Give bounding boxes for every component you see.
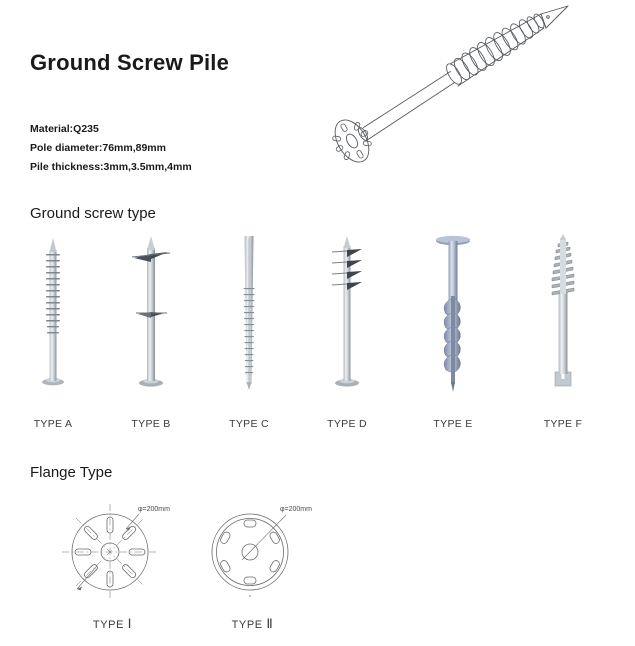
screw-type-f-label: TYPE F [543,418,583,430]
spec-material: Material:Q235 [30,123,99,135]
screw-type-a-label: TYPE A [33,418,73,430]
screw-type-c-illustration [196,232,302,394]
spec-pile-thickness: Pile thickness:3mm,3.5mm,4mm [30,161,192,173]
screw-type-b-illustration [98,232,204,394]
flange-type-1-label: TYPE Ⅰ [92,616,133,631]
screw-type-item-b [98,232,204,437]
flange-type-1-dimension-label: φ=200mm [138,506,170,513]
flange-type-1-diagram [40,498,185,610]
screw-type-d-label: TYPE D [327,418,367,430]
flange-type-2-diagram [180,498,325,610]
screw-type-e-label: TYPE E [433,418,473,430]
page-title: Ground Screw Pile [30,50,230,75]
flange-type-item-2 [180,498,325,646]
flange-type-2-label: TYPE Ⅱ [231,616,274,631]
screw-type-item-d [294,232,400,437]
screw-type-a-illustration [0,232,106,394]
screw-type-item-f [510,232,616,437]
screw-type-e-illustration [400,232,506,394]
screw-type-c-label: TYPE C [229,418,269,430]
screw-type-item-a [0,232,106,437]
spec-pole-diameter: Pole diameter:76mm,89mm [30,142,166,154]
screw-type-d-illustration [294,232,400,394]
ground-screw-pile-line-drawing [300,2,625,182]
screw-type-b-label: TYPE B [131,418,171,430]
flange-type-2-dimension-label: φ=200mm [280,506,312,513]
screw-type-gallery [0,232,635,437]
specification-list [30,120,192,177]
section-heading-screw-type: Ground screw type [30,205,156,222]
screw-type-item-c [196,232,302,437]
flange-type-item-1 [40,498,185,646]
screw-type-item-e [400,232,506,437]
flange-type-gallery [0,498,635,646]
screw-type-f-illustration [510,232,616,394]
section-heading-flange-type: Flange Type [30,464,113,481]
